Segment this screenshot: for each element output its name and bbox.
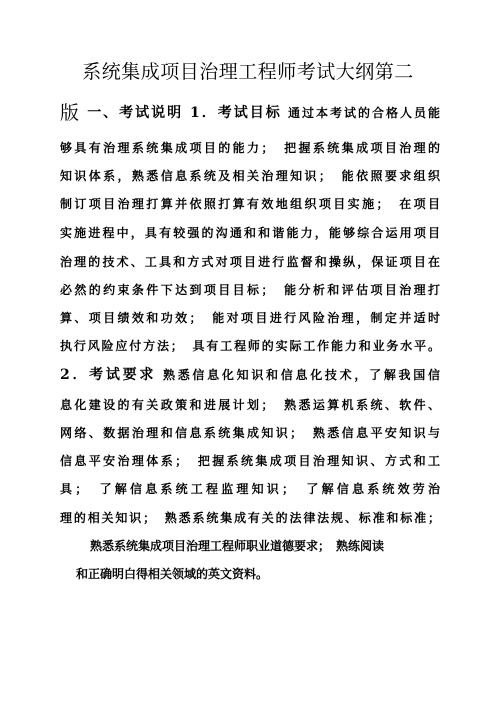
- paragraph-line-15: 理的相关知识； 熟悉系统集成有关的法律法规、标准和标准；: [60, 511, 440, 525]
- paragraph-line-4: 制订项目治理打算并依照打算有效地组织项目实施； 在项目: [60, 197, 440, 211]
- paragraph-line-9: 执行风险应付方法； 具有工程师的实际工作能力和业务水平。: [60, 339, 440, 353]
- document-title: 系统集成项目治理工程师考试大纲第二: [82, 61, 414, 83]
- paragraph-line-6: 治理的技术、工具和方式对项目进行监督和操纵，保证项目在: [60, 255, 440, 269]
- line-text: 熟悉信息化知识和信息化技术，了解我国信: [162, 368, 440, 382]
- paragraph-line-17: 和正确明白得相关领域的英文资料。: [76, 567, 269, 581]
- paragraph-line-14: 具； 了解信息系统工程监理知识； 了解信息系统效劳治: [60, 482, 440, 496]
- paragraph-line-7: 必然的约束条件下达到项目目标； 能分析和评估项目治理打: [60, 283, 440, 297]
- paragraph-line-1: [60, 104, 440, 122]
- title-continuation: 版: [60, 102, 81, 124]
- paragraph-line-12: 网络、数据治理和信息系统集成知识； 熟悉信息平安知识与: [60, 426, 440, 440]
- paragraph-line-16: 熟悉系统集成项目治理工程师职业道德要求； 熟练阅读: [90, 539, 385, 553]
- paragraph-line-2: 够具有治理系统集成项目的能力； 把握系统集成项目治理的: [60, 141, 440, 155]
- section-heading: 一、考试说明 1．考试目标: [87, 105, 282, 121]
- paragraph-line-11: 息化建设的有关政策和进展计划； 熟悉运算机系统、软件、: [60, 398, 440, 412]
- paragraph-line-13: 信息平安治理体系； 把握系统集成项目治理知识、方式和工: [60, 454, 440, 468]
- paragraph-line-3: 知识体系，熟悉信息系统及相关治理知识； 能依照要求组织: [60, 169, 440, 183]
- paragraph-line-5: 实施进程中，具有较强的沟通和和谐能力，能够综合运用项目: [60, 226, 440, 240]
- section-heading-2: 2．考试要求: [60, 367, 157, 383]
- line-text: 通过本考试的合格人员能: [287, 106, 440, 120]
- paragraph-line-8: 算、项目绩效和功效； 能对项目进行风险治理，制定并适时: [60, 311, 440, 325]
- paragraph-line-10: [60, 366, 440, 384]
